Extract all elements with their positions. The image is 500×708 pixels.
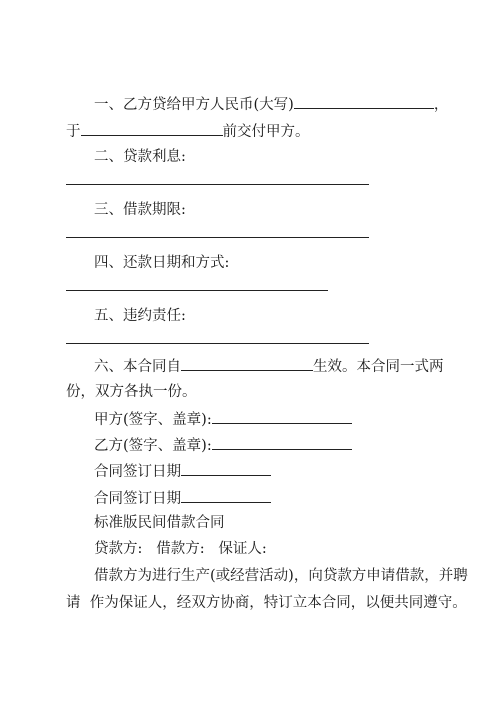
clause-6-end: 生效。本合同一式两 xyxy=(313,359,444,375)
clause-6 xyxy=(94,356,444,376)
party-a-signature-blank[interactable] xyxy=(212,409,352,424)
sign-date-1 xyxy=(94,461,271,481)
clause-1b-start: 于 xyxy=(66,124,81,140)
party-a-label: 甲方(签字、盖章): xyxy=(94,412,212,428)
party-a-signature xyxy=(94,409,352,429)
party-b-label: 乙方(签字、盖章): xyxy=(94,438,212,454)
sign-date-1-blank[interactable] xyxy=(181,461,271,476)
clause-4-label: 四、还款日期和方式: xyxy=(94,255,230,271)
clause-1-text: 一、乙方贷给甲方人民币(大写) xyxy=(94,97,294,113)
liability-blank[interactable] xyxy=(66,343,369,344)
clause-1b-end: 前交付甲方。 xyxy=(222,124,310,140)
clause-1-continued xyxy=(66,121,310,141)
party-b-signature xyxy=(94,435,352,455)
sign-date-2-label: 合同签订日期 xyxy=(94,491,181,507)
parties-line: 贷款方: 借款方: 保证人: xyxy=(94,541,267,557)
interest-blank[interactable] xyxy=(66,184,369,185)
amount-blank[interactable] xyxy=(294,94,434,109)
clause-2-label: 二、贷款利息: xyxy=(94,149,186,165)
contract-title: 标准版民间借款合同 xyxy=(94,515,225,531)
intro-paragraph-line-1: 借款方为进行生产(或经营活动)，向贷款方申请借款，并聘 xyxy=(94,568,468,584)
repayment-blank[interactable] xyxy=(66,290,328,291)
delivery-date-blank[interactable] xyxy=(81,121,223,136)
clause-6-text: 六、本合同自 xyxy=(94,359,181,375)
clause-6-continued: 份，双方各执一份。 xyxy=(66,384,197,400)
clause-5-label: 五、违约责任: xyxy=(94,308,186,324)
term-blank[interactable] xyxy=(66,237,369,238)
clause-1 xyxy=(94,94,448,114)
intro-paragraph-line-2: 请 作为保证人，经双方协商，特订立本合同，以便共同遵守。 xyxy=(66,595,467,611)
party-b-signature-blank[interactable] xyxy=(212,435,352,450)
sign-date-1-label: 合同签订日期 xyxy=(94,464,181,480)
clause-3-label: 三、借款期限: xyxy=(94,202,186,218)
sign-date-2-blank[interactable] xyxy=(181,488,271,503)
clause-1-comma: ， xyxy=(433,97,449,113)
effective-date-blank[interactable] xyxy=(181,356,313,371)
sign-date-2 xyxy=(94,488,271,508)
